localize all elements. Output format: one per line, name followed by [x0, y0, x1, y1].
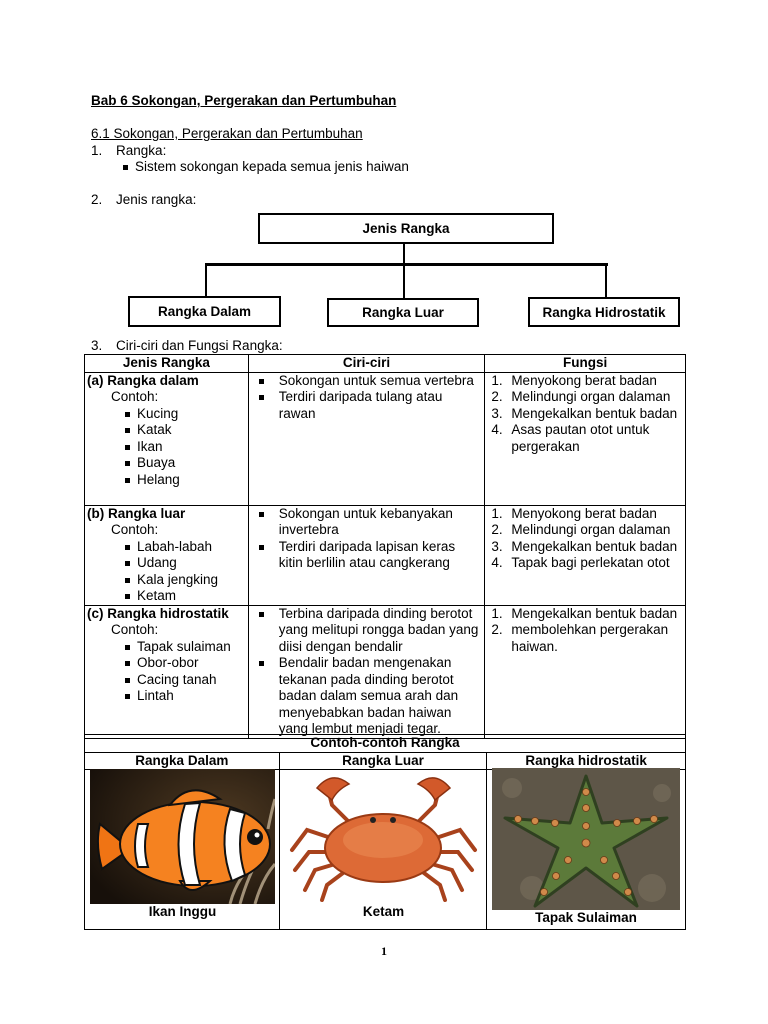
item-1-bullets [121, 159, 409, 176]
diagram-connector-left [205, 263, 207, 298]
list-item: Bendalir badan mengenakan tekanan pada dinding berotot badan dalam semua arah dan menyebabkan badan haiwan yang lembut menjadi tegar. [257, 655, 483, 738]
examples-header-luar: Rangka Luar [279, 752, 487, 770]
row-c-type: (c) Rangka hidrostatik [87, 605, 229, 621]
list-item: Ketam [123, 588, 246, 605]
table-header-row [85, 355, 686, 373]
item-1-text: Rangka: [116, 143, 167, 158]
diagram-box-rangka-dalam: Rangka Dalam [128, 296, 281, 327]
diagram-root-box: Jenis Rangka [258, 213, 554, 244]
row-c-fungsi [487, 606, 683, 656]
table-row [85, 605, 686, 738]
row-c-ciri [257, 606, 483, 738]
list-item: 1. Menyokong berat badan [491, 372, 657, 388]
table-row [85, 505, 686, 605]
item-3 [91, 338, 283, 353]
list-item: Ikan [123, 439, 246, 456]
list-item: 1. Menyokong berat badan [491, 505, 657, 521]
list-item: 1. Mengekalkan bentuk badan [491, 605, 678, 621]
starfish-image [492, 768, 680, 910]
list-item: 4. Tapak bagi perlekatan otot [491, 555, 670, 570]
page-number: 1 [381, 944, 387, 958]
list-item: 3. Mengekalkan bentuk badan [491, 538, 678, 554]
list-item: Tapak sulaiman [123, 639, 246, 656]
list-item: Udang [123, 555, 246, 572]
row-c-contoh: Contoh: [111, 622, 159, 637]
list-item: Terbina daripada dinding berotot yang melitupi rongga badan yang diisi dengan bendalir [257, 606, 483, 656]
clownfish-image [90, 769, 275, 904]
chapter-title: Bab 6 Sokongan, Pergerakan dan Pertumbuhan [91, 93, 397, 108]
row-a-fungsi [487, 373, 683, 456]
crab-image [287, 770, 480, 902]
caption-ketam: Ketam [362, 904, 405, 919]
list-item: Katak [123, 422, 246, 439]
skeleton-table [84, 354, 686, 739]
diagram-box-rangka-hidrostatik: Rangka Hidrostatik [528, 297, 680, 327]
list-item: 2. Melindungi organ dalaman [491, 389, 671, 404]
list-item: 4. Asas pautan otot untuk pergerakan [491, 422, 650, 454]
list-item: 2. Melindungi organ dalaman [491, 522, 671, 537]
section-title: 6.1 Sokongan, Pergerakan dan Pertumbuhan [91, 126, 363, 141]
examples-header-dalam: Rangka Dalam [85, 752, 280, 770]
diagram-connector-horizontal [205, 263, 608, 266]
diagram-connector-right [605, 263, 607, 298]
diagram-connector-middle [403, 263, 405, 298]
caption-tapak-sulaiman: Tapak Sulaiman [535, 910, 637, 925]
list-item: Sokongan untuk kebanyakan invertebra [257, 506, 483, 539]
row-b-examples [123, 539, 246, 605]
row-a-examples [123, 406, 246, 489]
list-item: 2. membolehkan pergerakan haiwan. [491, 622, 669, 654]
item-3-number: 3. [91, 338, 103, 353]
row-a-contoh: Contoh: [111, 389, 159, 404]
row-a-ciri [257, 373, 483, 423]
header-jenis-rangka: Jenis Rangka [85, 355, 249, 373]
item-1-bullet: Sistem sokongan kepada semua jenis haiwan [121, 159, 409, 176]
list-item: Helang [123, 472, 246, 489]
list-item: Labah-labah [123, 539, 246, 556]
diagram-connector-vertical [403, 244, 405, 264]
header-fungsi: Fungsi [485, 355, 686, 373]
list-item: Terdiri daripada lapisan keras kitin berlilin atau cangkerang [257, 539, 483, 572]
list-item: 3. Mengekalkan bentuk badan [491, 405, 678, 421]
item-1 [91, 143, 166, 158]
list-item: Terdiri daripada tulang atau rawan [257, 389, 483, 422]
list-item: Kucing [123, 406, 246, 423]
row-b-ciri [257, 506, 483, 572]
row-a-type: (a) Rangka dalam [87, 372, 199, 388]
list-item: Buaya [123, 455, 246, 472]
item-2-text: Jenis rangka: [116, 192, 197, 207]
row-b-contoh: Contoh: [111, 522, 159, 537]
list-item: Kala jengking [123, 572, 246, 589]
list-item: Lintah [123, 688, 246, 705]
examples-table-title: Contoh-contoh Rangka [85, 735, 686, 753]
row-b-type: (b) Rangka luar [87, 505, 186, 521]
list-item: Cacing tanah [123, 672, 246, 689]
caption-ikan-inggu: Ikan Inggu [148, 904, 217, 919]
diagram-box-rangka-luar: Rangka Luar [327, 298, 479, 327]
list-item: Sokongan untuk semua vertebra [257, 373, 483, 390]
row-c-examples [123, 639, 246, 705]
item-1-number: 1. [91, 143, 103, 158]
row-b-fungsi [487, 506, 683, 572]
item-2-number: 2. [91, 192, 103, 207]
header-ciri-ciri: Ciri-ciri [248, 355, 485, 373]
table-row [85, 372, 686, 505]
item-2 [91, 192, 196, 207]
list-item: Obor-obor [123, 655, 246, 672]
item-3-text: Ciri-ciri dan Fungsi Rangka: [116, 338, 283, 353]
examples-header-hidrostatik: Rangka hidrostatik [487, 752, 686, 770]
